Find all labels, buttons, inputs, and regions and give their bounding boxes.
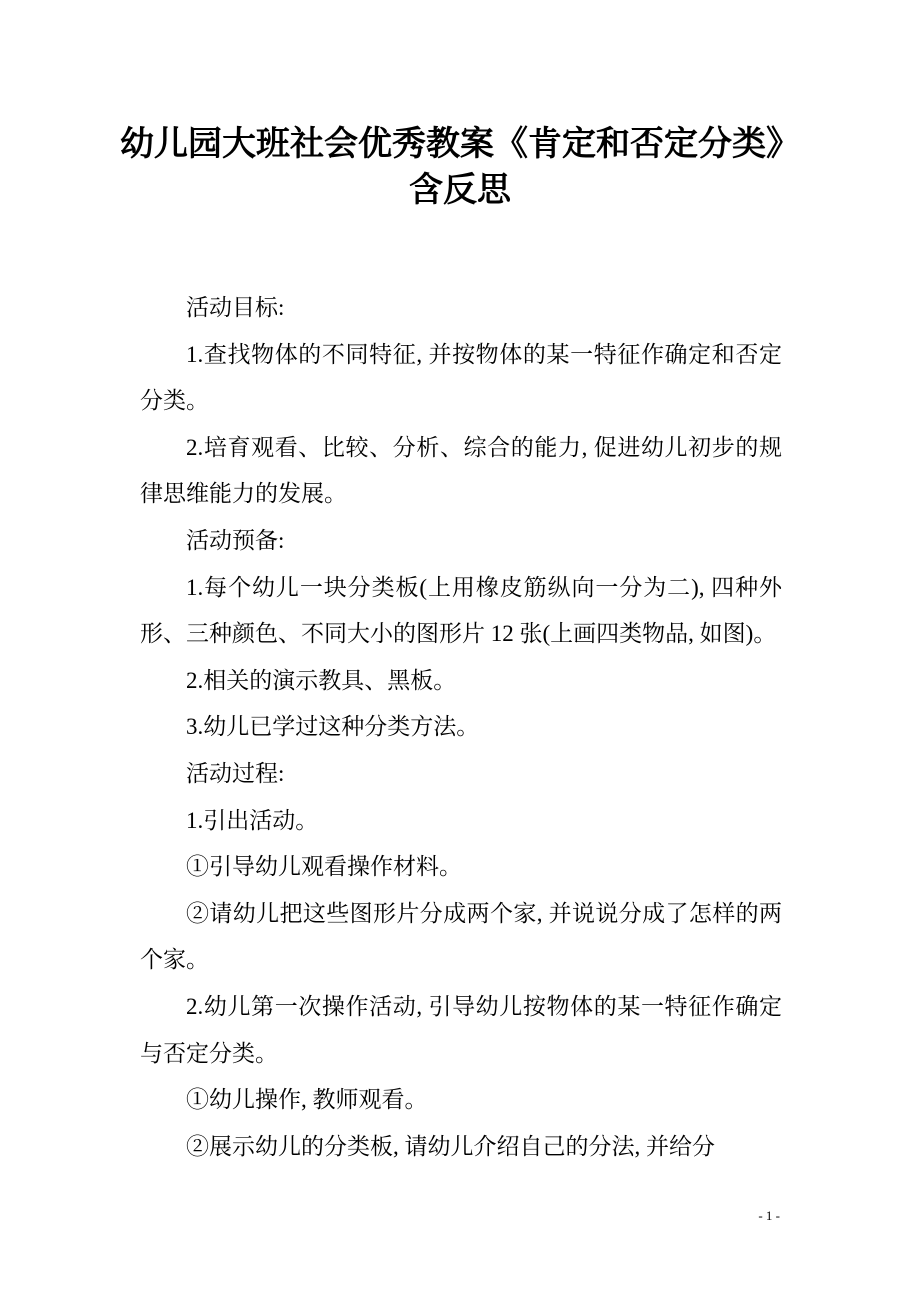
paragraph: 1.引出活动。 (186, 807, 319, 833)
paragraph: 1.每个幼儿一块分类板(上用橡皮筋纵向一分为二), 四种外形、三种颜色、不同大小的图形片 12 张(上画四类物品, 如图)。 (140, 574, 782, 647)
paragraph: 3.幼儿已学过这种分类方法。 (186, 714, 480, 740)
paragraph: ①幼儿操作, 教师观看。 (186, 1087, 428, 1113)
paragraph: 活动预备: (186, 527, 285, 553)
paragraph: 2.相关的演示教具、黑板。 (186, 667, 457, 693)
paragraph: ②请幼儿把这些图形片分成两个家, 并说说分成了怎样的两个家。 (140, 900, 782, 973)
paragraph: 2.培育观看、比较、分析、综合的能力, 促进幼儿初步的规律思维能力的发展。 (140, 434, 782, 507)
paragraph: 活动目标: (186, 295, 285, 320)
document-body (140, 285, 782, 1170)
paragraph: 1.查找物体的不同特征, 并按物体的某一特征作确定和否定分类。 (140, 341, 782, 414)
paragraph: ②展示幼儿的分类板, 请幼儿介绍自己的分法, 并给分 (186, 1133, 715, 1159)
paragraph: 2.幼儿第一次操作活动, 引导幼儿按物体的某一特征作确定与否定分类。 (140, 993, 782, 1066)
document-title: 幼儿园大班社会优秀教案《肯定和否定分类》含反思 (120, 126, 800, 209)
paragraph: ①引导幼儿观看操作材料。 (186, 854, 462, 880)
paragraph: 活动过程: (186, 760, 285, 786)
page-number: - 1 - (758, 1208, 780, 1223)
